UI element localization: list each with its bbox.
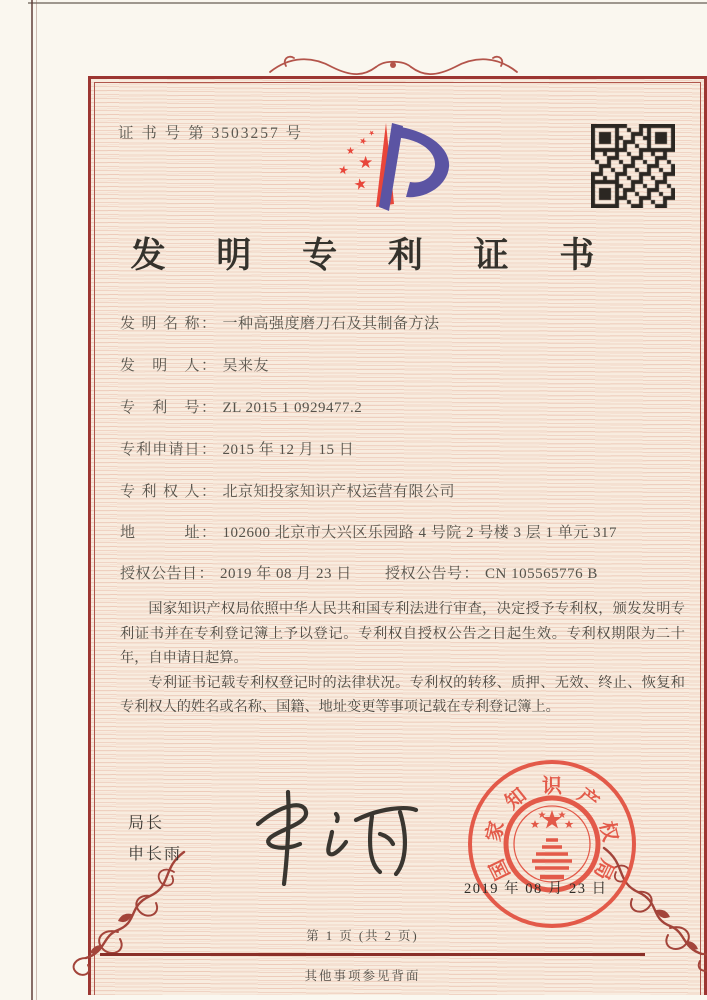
field-label: 专利号 [120,400,200,416]
scan-edge-top [28,2,707,4]
field-value: 102600 北京市大兴区乐园路 4 号院 2 号楼 3 层 1 单元 317 [222,525,618,541]
grant-number-value: CN 105565776 B [485,566,598,582]
colon: ： [201,316,217,332]
scan-spine-line [31,0,33,1000]
field-label: 发明人 [120,358,200,374]
field-label: 专利权人 [120,484,200,500]
official-seal [468,760,636,928]
field-value: 北京知投家知识产权运营有限公司 [222,484,456,500]
seal-ring-char: 产 [573,784,603,814]
scan-spine-line-2 [36,0,37,1000]
logo-star-icon: ★ [358,153,374,172]
legal-paragraph-1: 国家知识产权局依照中华人民共和国专利法进行审查，决定授予专利权，颁发发明专利证书并在专利登记簿上予以登记。专利权自授权公告之日起生效。专利权期限为二十年，自申请日起算。 [120,601,685,667]
field-row-patentee [120,480,455,501]
grant-date-label: 授权公告日 [120,566,198,582]
field-row-inventor [120,354,269,375]
field-value: ZL 2015 1 0929477.2 [222,400,363,416]
field-label: 专利申请日 [120,442,200,458]
bottom-border-rule [100,953,645,956]
colon: ： [201,400,217,416]
colon: ： [463,566,480,582]
bottom-left-flourish [62,850,192,982]
cnipa-logo-icon [328,116,460,216]
back-side-note: 其他事项参见背面 [304,969,421,983]
colon: ： [198,566,215,582]
seal-ring-char: 权 [595,819,622,844]
field-row-invention-name [120,312,440,333]
field-value: 吴来友 [222,358,270,374]
certificate-number: 证 书 号 第 3503257 号 [118,125,304,142]
grant-number-group [385,562,598,583]
seal-ring-char: 局 [589,855,618,884]
logo-star-icon: ★ [346,146,355,157]
logo-star-icon: ★ [366,128,377,139]
colon: ： [201,442,217,458]
page-number: 第 1 页 (共 2 页) [306,929,419,943]
grant-number-label: 授权公告号 [385,566,463,582]
colon: ： [201,525,217,541]
seal-ring-char: 家 [482,819,509,844]
seal-ring-char: 识 [542,775,562,798]
colon: ： [201,484,217,500]
field-row-filing-date [120,438,354,459]
field-value: 一种高强度磨刀石及其制备方法 [222,316,440,332]
seal-date: 2019 年 08 月 23 日 [464,881,608,897]
director-title: 局长 [128,815,165,832]
field-row-grant [120,562,598,583]
field-label: 地址 [120,525,200,541]
director-name: 申长雨 [128,846,183,863]
director-signature [230,786,420,886]
field-row-address [120,521,617,542]
seal-ring-char: 知 [501,784,531,814]
logo-star-icon: ★ [352,175,369,195]
seal-ring-char: 国 [486,855,515,884]
legal-paragraph-2: 专利证书记载专利权登记时的法律状况。专利权的转移、质押、无效、终止、恢复和专利权人的姓名或名称、国籍、地址变更等事项记载在专利登记簿上。 [120,674,685,716]
qr-code [591,124,675,208]
legal-text-block [120,597,685,720]
field-row-patent-number [120,396,362,417]
logo-star-icon: ★ [357,135,369,148]
logo-star-icon: ★ [336,162,350,178]
grant-date-value: 2019 年 08 月 23 日 [220,566,352,582]
top-flourish-ornament [266,52,521,78]
field-value: 2015 年 12 月 15 日 [222,442,355,458]
certificate-title: 发 明 专 利 证 书 [130,236,616,275]
colon: ： [201,358,217,374]
field-label: 发明名称 [120,316,200,332]
